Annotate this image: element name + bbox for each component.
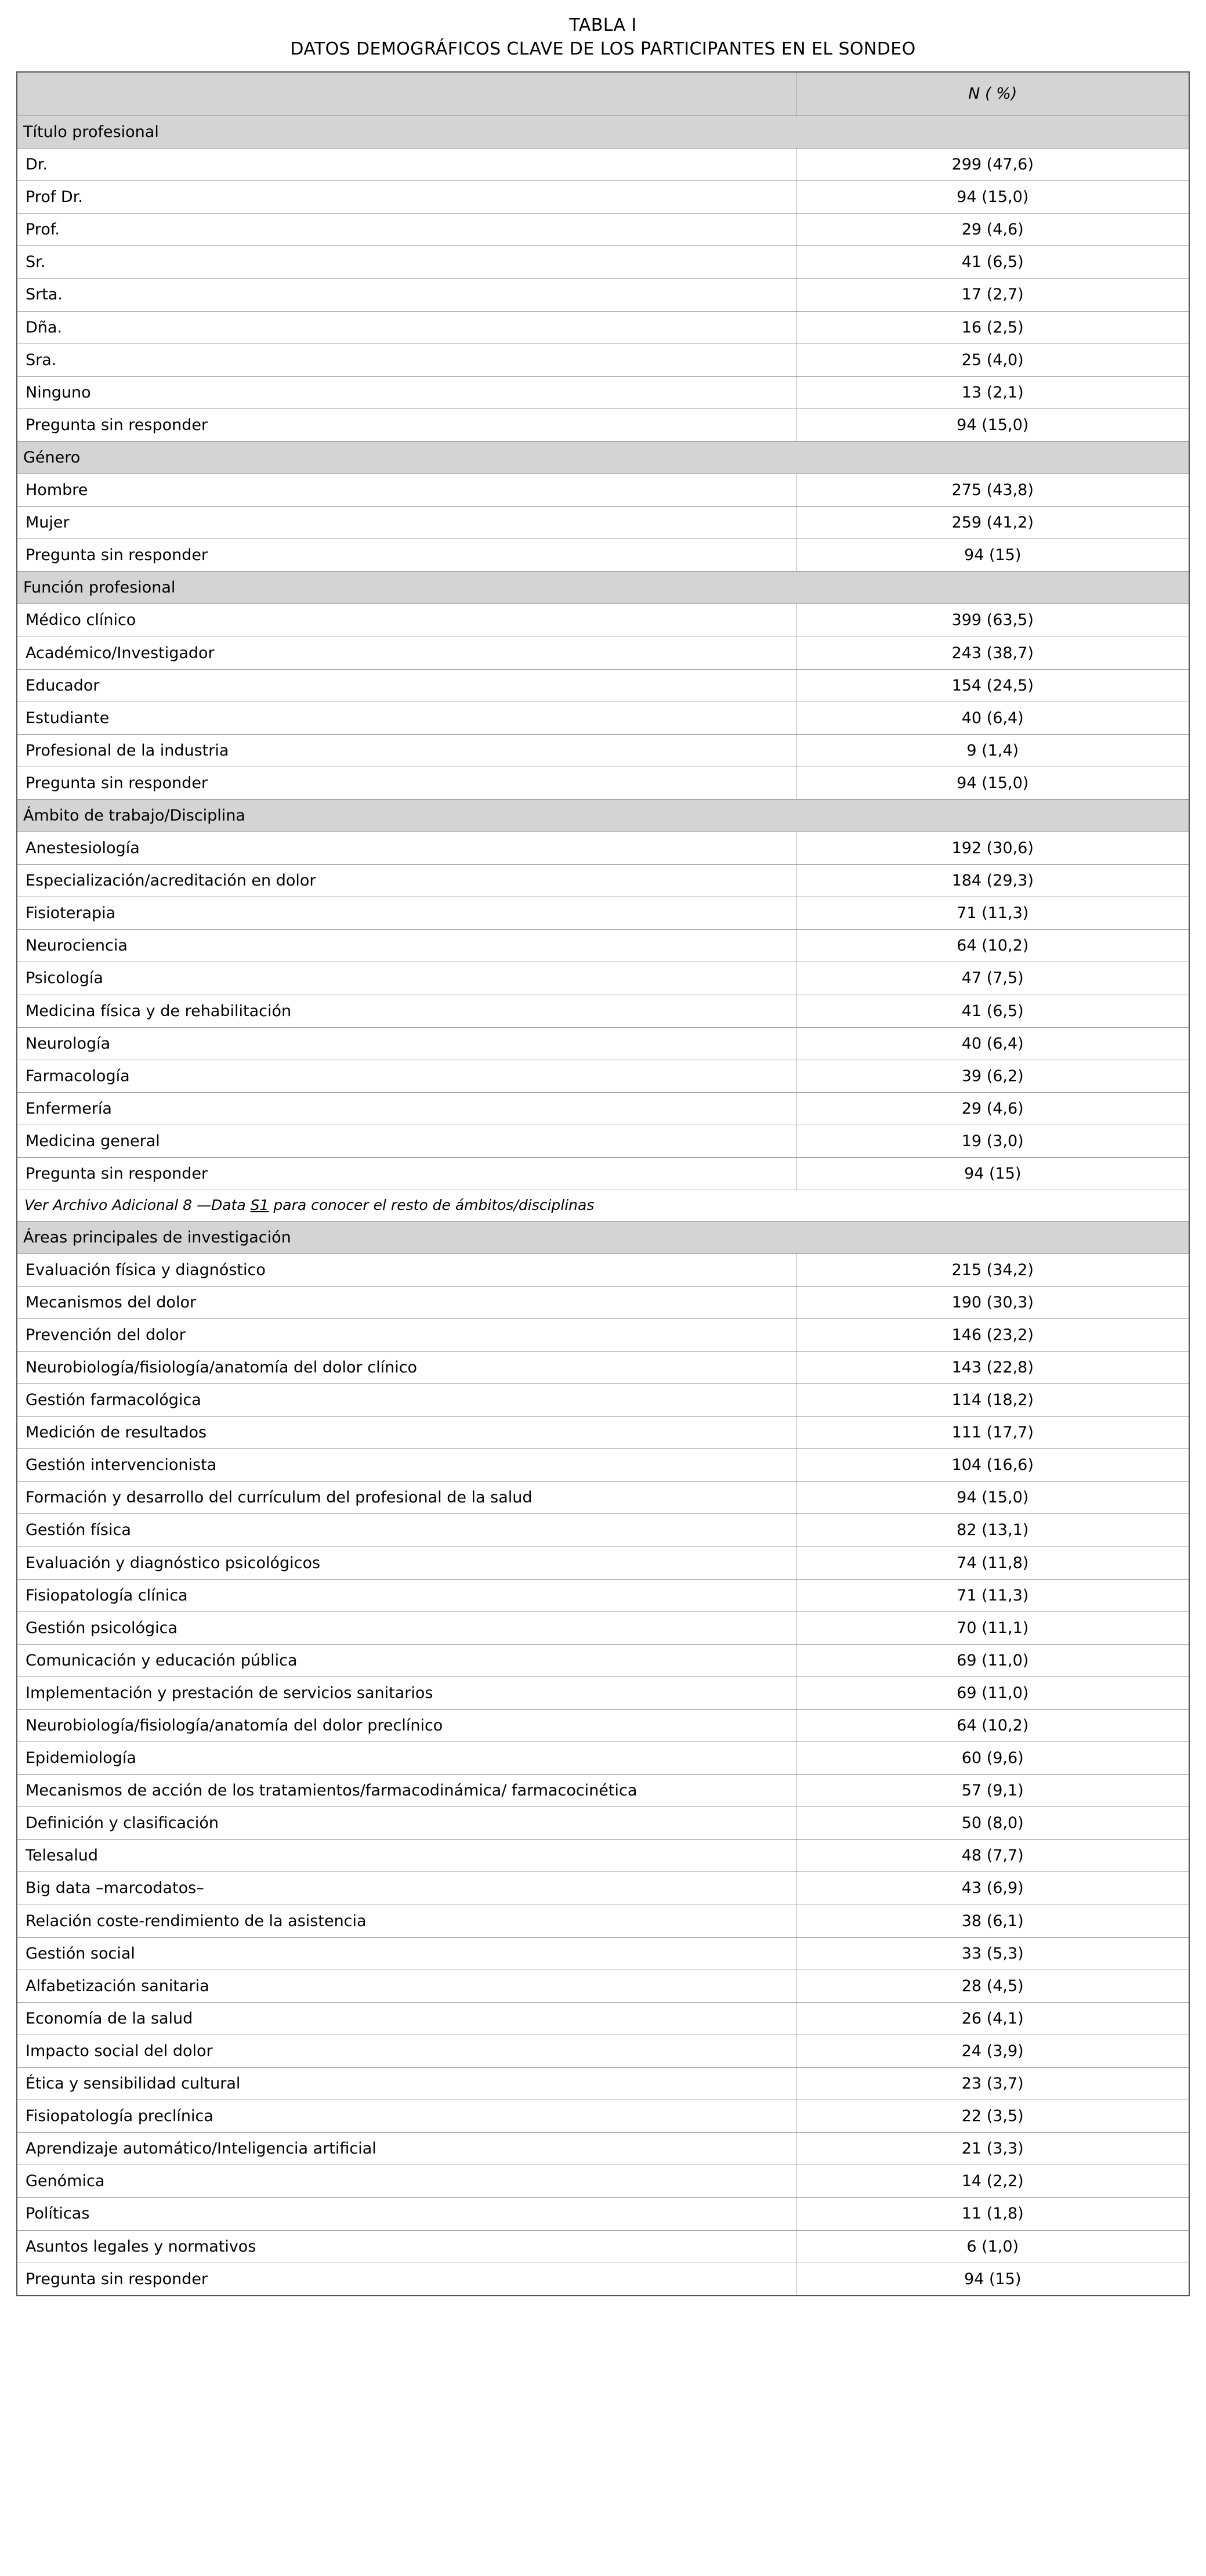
table-row [17,930,1189,962]
row-value: 74 (11,8) [796,1547,1189,1579]
row-value: 41 (6,5) [796,995,1189,1027]
row-value: 57 (9,1) [796,1775,1189,1807]
row-label: Medicina física y de rehabilitación [17,995,796,1027]
table-row [17,865,1189,897]
row-label: Prevención del dolor [17,1318,796,1351]
row-value: 94 (15,0) [796,1482,1189,1514]
table-row [17,1612,1189,1644]
table-row [17,637,1189,669]
row-value: 94 (15) [796,2263,1189,2296]
table-row [17,1286,1189,1318]
footnote-row [17,1190,1189,1222]
table-row [17,311,1189,344]
table-row [17,1318,1189,1351]
table-row [17,1417,1189,1449]
footnote-post: para conocer el resto de ámbitos/disciplinas [269,1197,595,1214]
footnote-link[interactable]: S1 [250,1197,269,1214]
table-row [17,181,1189,214]
row-label: Neurobiología/fisiología/anatomía del dolor preclínico [17,1710,796,1742]
row-label: Pregunta sin responder [17,767,796,799]
table-row [17,1253,1189,1286]
row-value: 14 (2,2) [796,2165,1189,2198]
row-value: 94 (15) [796,1158,1189,1190]
row-value: 40 (6,4) [796,702,1189,734]
row-value: 70 (11,1) [796,1612,1189,1644]
row-value: 16 (2,5) [796,311,1189,344]
table-row [17,1547,1189,1579]
row-label: Pregunta sin responder [17,539,796,572]
row-label: Hombre [17,474,796,507]
table-row [17,2100,1189,2133]
table-row [17,2230,1189,2263]
row-value: 9 (1,4) [796,734,1189,767]
table-row [17,344,1189,376]
row-label: Alfabetización sanitaria [17,1970,796,2002]
table-row [17,1449,1189,1482]
table-row [17,1514,1189,1547]
section-row [17,116,1189,149]
table-row [17,669,1189,702]
row-value: 28 (4,5) [796,1970,1189,2002]
row-label: Formación y desarrollo del currículum del profesional de la salud [17,1482,796,1514]
row-label: Mecanismos del dolor [17,1286,796,1318]
row-label: Srta. [17,279,796,311]
row-label: Mujer [17,507,796,539]
row-label: Estudiante [17,702,796,734]
row-value: 94 (15,0) [796,767,1189,799]
row-value: 24 (3,9) [796,2035,1189,2067]
row-label: Pregunta sin responder [17,409,796,441]
row-label: Mecanismos de acción de los tratamientos/farmacodinámica/ farmacocinética [17,1775,796,1807]
section-title: Título profesional [17,116,1189,149]
table-row [17,604,1189,637]
row-value: 29 (4,6) [796,214,1189,246]
row-label: Dr. [17,149,796,181]
row-label: Enfermería [17,1092,796,1125]
row-label: Aprendizaje automático/Inteligencia artificial [17,2133,796,2165]
table-row [17,279,1189,311]
row-label: Médico clínico [17,604,796,637]
row-value: 50 (8,0) [796,1807,1189,1840]
row-label: Economía de la salud [17,2002,796,2035]
table-row [17,376,1189,409]
table-row [17,2133,1189,2165]
row-value: 190 (30,3) [796,1286,1189,1318]
table-row [17,1807,1189,1840]
table-row [17,2068,1189,2100]
row-label: Epidemiología [17,1742,796,1775]
table-row [17,734,1189,767]
row-value: 259 (41,2) [796,507,1189,539]
row-value: 29 (4,6) [796,1092,1189,1125]
row-label: Gestión intervencionista [17,1449,796,1482]
row-value: 26 (4,1) [796,2002,1189,2035]
table-row [17,1970,1189,2002]
table-row [17,1092,1189,1125]
row-value: 146 (23,2) [796,1318,1189,1351]
footnote-pre: Ver Archivo Adicional 8 —Data [24,1197,251,1214]
row-label: Sr. [17,246,796,279]
row-value: 6 (1,0) [796,2230,1189,2263]
section-title: Género [17,441,1189,474]
row-label: Dña. [17,311,796,344]
row-value: 64 (10,2) [796,930,1189,962]
table-number: TABLA I [569,15,637,35]
table-row [17,995,1189,1027]
row-label: Fisiopatología preclínica [17,2100,796,2133]
table-row [17,2002,1189,2035]
row-value: 399 (63,5) [796,604,1189,637]
section-title: Áreas principales de investigación [17,1221,1189,1253]
table-row [17,1579,1189,1612]
row-value: 104 (16,6) [796,1449,1189,1482]
demographics-table [16,71,1190,2296]
header-value-cell: N ( %) [796,72,1189,116]
section-row [17,799,1189,832]
table-row [17,2035,1189,2067]
row-value: 13 (2,1) [796,376,1189,409]
row-label: Evaluación física y diagnóstico [17,1253,796,1286]
row-label: Neurociencia [17,930,796,962]
row-value: 243 (38,7) [796,637,1189,669]
row-label: Genómica [17,2165,796,2198]
row-label: Psicología [17,962,796,995]
section-row [17,1221,1189,1253]
row-label: Sra. [17,344,796,376]
row-value: 11 (1,8) [796,2198,1189,2230]
table-row [17,474,1189,507]
section-row [17,441,1189,474]
row-label: Profesional de la industria [17,734,796,767]
row-label: Relación coste-rendimiento de la asistencia [17,1905,796,1937]
row-value: 41 (6,5) [796,246,1189,279]
row-label: Implementación y prestación de servicios sanitarios [17,1677,796,1709]
row-label: Farmacología [17,1060,796,1092]
table-row [17,1677,1189,1709]
table-row [17,962,1189,995]
row-value: 71 (11,3) [796,1579,1189,1612]
table-row [17,832,1189,865]
row-label: Ninguno [17,376,796,409]
row-value: 114 (18,2) [796,1384,1189,1417]
row-label: Especialización/acreditación en dolor [17,865,796,897]
row-label: Anestesiología [17,832,796,865]
row-value: 71 (11,3) [796,897,1189,930]
row-value: 94 (15) [796,539,1189,572]
row-value: 39 (6,2) [796,1060,1189,1092]
table-row [17,1937,1189,1970]
table-row [17,1710,1189,1742]
table-row [17,1158,1189,1190]
row-value: 299 (47,6) [796,149,1189,181]
row-value: 143 (22,8) [796,1351,1189,1383]
row-label: Neurología [17,1027,796,1060]
row-label: Telesalud [17,1840,796,1872]
footnote-text [17,1190,1189,1222]
row-value: 111 (17,7) [796,1417,1189,1449]
row-value: 43 (6,9) [796,1872,1189,1905]
row-label: Impacto social del dolor [17,2035,796,2067]
table-row [17,1027,1189,1060]
table-row [17,2263,1189,2296]
row-label: Educador [17,669,796,702]
table-row [17,1644,1189,1677]
table-row [17,767,1189,799]
table-caption: DATOS DEMOGRÁFICOS CLAVE DE LOS PARTICIPANTES EN EL SONDEO [290,38,916,59]
row-label: Gestión social [17,1937,796,1970]
row-label: Prof. [17,214,796,246]
section-title: Ámbito de trabajo/Disciplina [17,799,1189,832]
row-label: Asuntos legales y normativos [17,2230,796,2263]
row-value: 94 (15,0) [796,181,1189,214]
row-label: Gestión psicológica [17,1612,796,1644]
section-title: Función profesional [17,572,1189,604]
row-label: Académico/Investigador [17,637,796,669]
row-value: 192 (30,6) [796,832,1189,865]
table-row [17,2198,1189,2230]
row-label: Gestión física [17,1514,796,1547]
row-value: 184 (29,3) [796,865,1189,897]
row-value: 25 (4,0) [796,344,1189,376]
row-value: 40 (6,4) [796,1027,1189,1060]
row-label: Medicina general [17,1125,796,1157]
table-row [17,246,1189,279]
table-row [17,2165,1189,2198]
row-label: Prof Dr. [17,181,796,214]
table-row [17,1482,1189,1514]
row-label: Big data –marcodatos– [17,1872,796,1905]
table-title-block [16,14,1190,61]
row-label: Fisiopatología clínica [17,1579,796,1612]
row-value: 60 (9,6) [796,1742,1189,1775]
row-label: Medición de resultados [17,1417,796,1449]
table-row [17,1775,1189,1807]
row-label: Evaluación y diagnóstico psicológicos [17,1547,796,1579]
row-value: 33 (5,3) [796,1937,1189,1970]
row-value: 38 (6,1) [796,1905,1189,1937]
row-label: Fisioterapia [17,897,796,930]
row-value: 21 (3,3) [796,2133,1189,2165]
row-label: Gestión farmacológica [17,1384,796,1417]
table-row [17,409,1189,441]
row-value: 47 (7,5) [796,962,1189,995]
row-value: 23 (3,7) [796,2068,1189,2100]
table-row [17,1905,1189,1937]
row-value: 48 (7,7) [796,1840,1189,1872]
table-row [17,1742,1189,1775]
table-row [17,1840,1189,1872]
table-row [17,149,1189,181]
row-label: Definición y clasificación [17,1807,796,1840]
row-label: Neurobiología/fisiología/anatomía del dolor clínico [17,1351,796,1383]
table-row [17,1351,1189,1383]
row-value: 64 (10,2) [796,1710,1189,1742]
table-header-row [17,72,1189,116]
row-label: Comunicación y educación pública [17,1644,796,1677]
row-value: 215 (34,2) [796,1253,1189,1286]
row-value: 69 (11,0) [796,1644,1189,1677]
row-value: 275 (43,8) [796,474,1189,507]
row-value: 69 (11,0) [796,1677,1189,1709]
table-row [17,214,1189,246]
table-row [17,1872,1189,1905]
row-label: Pregunta sin responder [17,1158,796,1190]
header-label-cell [17,72,796,116]
row-label: Ética y sensibilidad cultural [17,2068,796,2100]
row-value: 19 (3,0) [796,1125,1189,1157]
row-label: Políticas [17,2198,796,2230]
table-row [17,897,1189,930]
row-value: 22 (3,5) [796,2100,1189,2133]
row-value: 82 (13,1) [796,1514,1189,1547]
table-row [17,539,1189,572]
section-row [17,572,1189,604]
table-row [17,507,1189,539]
row-value: 17 (2,7) [796,279,1189,311]
row-value: 154 (24,5) [796,669,1189,702]
row-label: Pregunta sin responder [17,2263,796,2296]
table-row [17,1125,1189,1157]
table-row [17,702,1189,734]
table-row [17,1060,1189,1092]
row-value: 94 (15,0) [796,409,1189,441]
table-row [17,1384,1189,1417]
